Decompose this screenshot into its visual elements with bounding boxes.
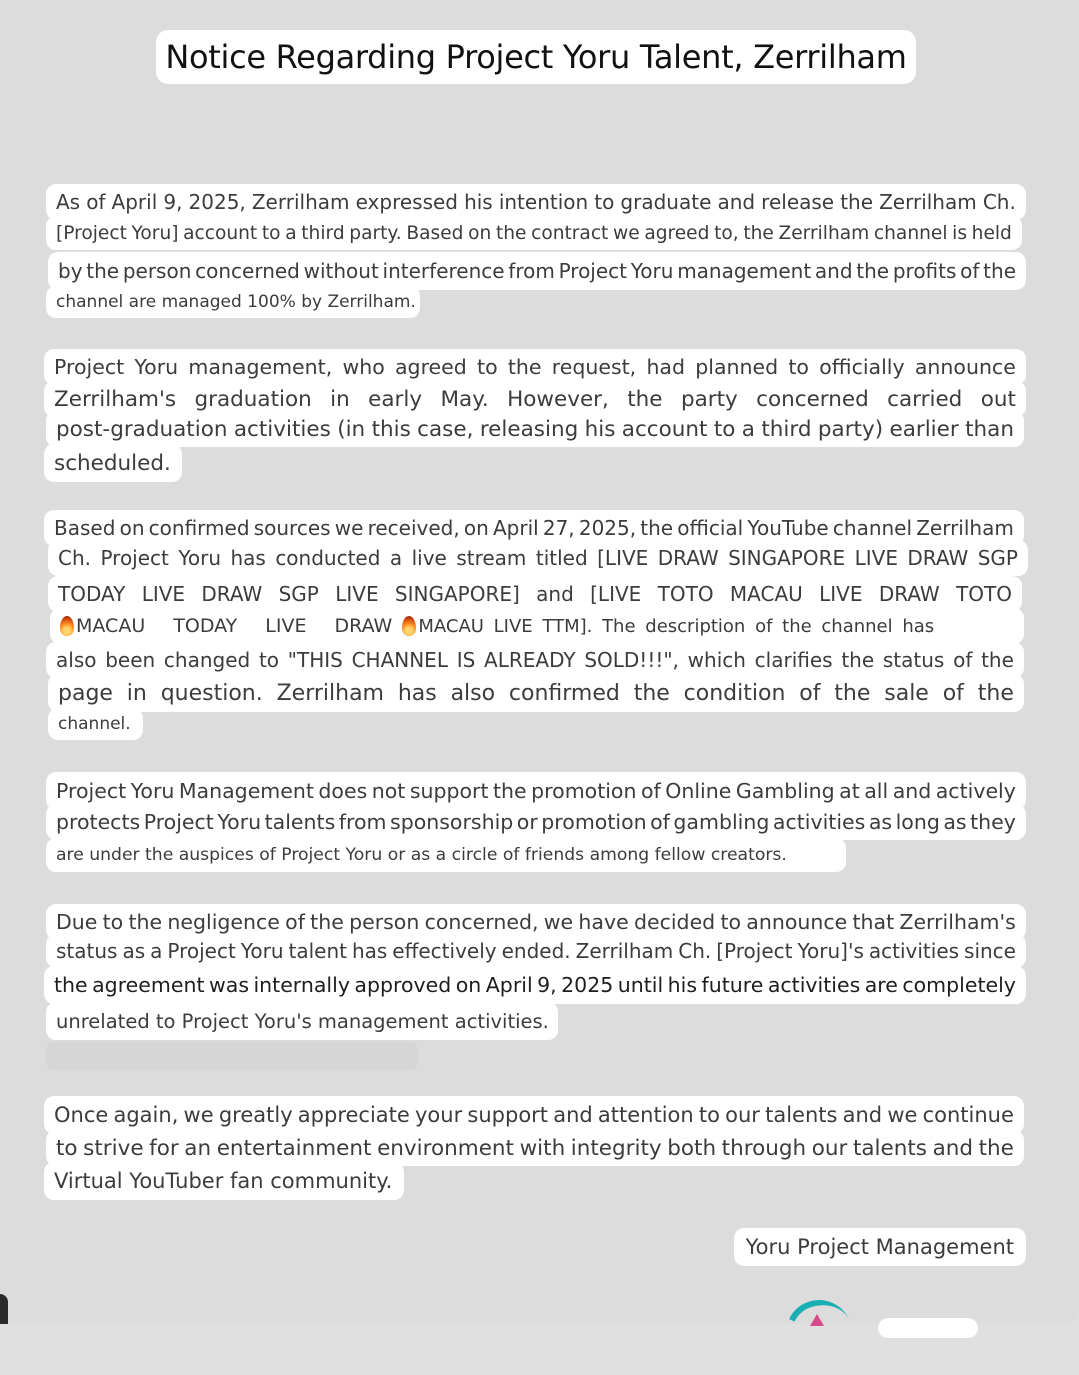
p1-line-4: channel are managed 100% by Zerrilham.: [46, 286, 420, 318]
p6-line-3: Virtual YouTuber fan community.: [44, 1162, 404, 1200]
p2-line-1: Project Yoru management, who agreed to the request, had planned to officially announce: [44, 349, 1026, 385]
window-corner: [0, 1294, 8, 1324]
p6-line-2: to strive for an entertainment environment with integrity both through our talents and the: [46, 1130, 1024, 1166]
p5-line-1: Due to the negligence of the person concerned, we have decided to announce that Zerrilham's: [46, 904, 1026, 940]
p4-line-2: protects Project Yoru talents from sponsorship or promotion of gambling activities as long as they: [46, 804, 1026, 840]
p5-line-4: unrelated to Project Yoru's management activities.: [46, 1002, 558, 1040]
p3-line-7: channel.: [48, 708, 143, 740]
project-yoru-logo: [777, 1291, 862, 1375]
fire-emoji-icon: [402, 616, 416, 636]
fire-emoji-icon: [60, 616, 74, 636]
p1-line-2: [Project Yoru] account to a third party. Based on the contract we agreed to, the Zerrilham channel is held: [46, 216, 1022, 250]
p2-line-4: scheduled.: [44, 444, 182, 482]
logo-triangle-icon: [810, 1314, 824, 1326]
p3-line-3: TODAY LIVE DRAW SGP LIVE SINGAPORE] and [LIVE TOTO MACAU LIVE DRAW TOTO: [48, 576, 1022, 612]
p1-line-3: by the person concerned without interference from Project Yoru management and the profits of the: [48, 252, 1026, 290]
notice-title: Notice Regarding Project Yoru Talent, Zerrilham: [165, 38, 907, 76]
p4-line-3: are under the auspices of Project Yoru or as a circle of friends among fellow creators.: [46, 838, 846, 872]
p4-line-1: Project Yoru Management does not support the promotion of Online Gambling at all and actively: [46, 772, 1026, 810]
logo-wordmark-box: [878, 1318, 978, 1338]
p3-line-4-part-2: MACAU LIVE TTM]. The description of the channel has: [418, 615, 935, 637]
p5-line-3: the agreement was internally approved on April 9, 2025 until his future activities are completely: [44, 966, 1026, 1004]
p3-line-1: Based on confirmed sources we received, on April 27, 2025, the official YouTube channel Zerrilham: [44, 510, 1024, 546]
p2-line-3: post-graduation activities (in this case, releasing his account to a third party) earlier than: [46, 411, 1024, 447]
p3-line-6: page in question. Zerrilham has also confirmed the condition of the sale of the: [48, 674, 1024, 712]
p3-line-4: [50, 608, 1024, 644]
notice-title-box: [156, 30, 916, 84]
signature: Yoru Project Management: [734, 1228, 1026, 1266]
p3-line-2: Ch. Project Yoru has conducted a live stream titled [LIVE DRAW SINGAPORE LIVE DRAW SGP: [48, 540, 1028, 576]
p1-line-1: As of April 9, 2025, Zerrilham expressed his intention to graduate and release the Zerrilham Ch.: [46, 184, 1026, 220]
p6-line-1: Once again, we greatly appreciate your support and attention to our talents and we continue: [44, 1096, 1024, 1134]
p3-line-4-part-1: MACAU TODAY LIVE DRAW: [76, 615, 393, 637]
faded-text-block: [46, 1042, 418, 1070]
p3-line-5: also been changed to "THIS CHANNEL IS ALREADY SOLD!!!", which clarifies the status of the: [46, 642, 1024, 678]
p2-line-2: Zerrilham's graduation in early May. However, the party concerned carried out: [44, 381, 1026, 417]
p5-line-2: status as a Project Yoru talent has effectively ended. Zerrilham Ch. [Project Yoru]'s activities since: [46, 934, 1026, 968]
